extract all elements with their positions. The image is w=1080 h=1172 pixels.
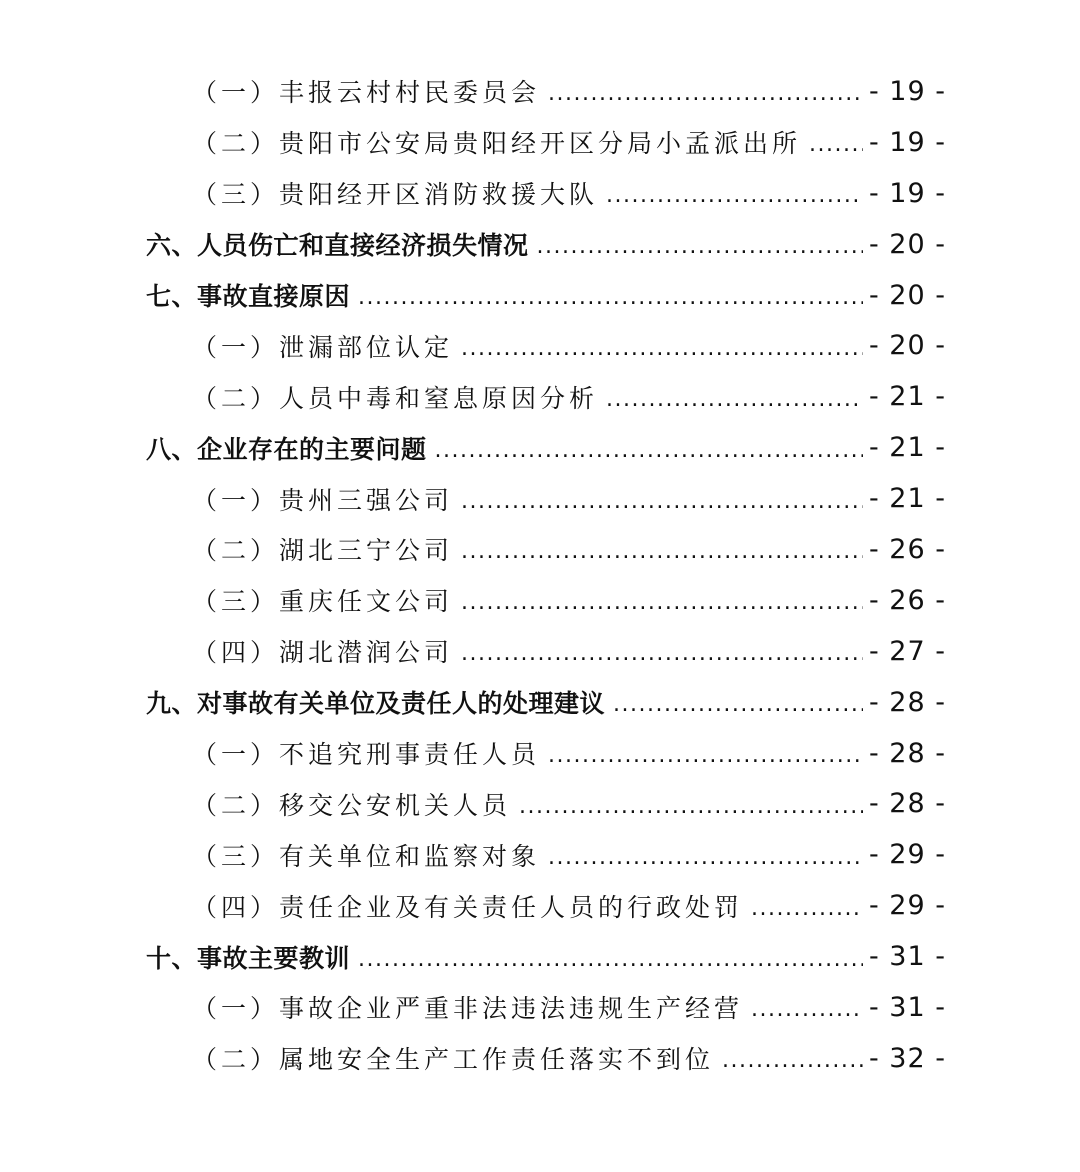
toc-entry[interactable] <box>0 117 1080 168</box>
toc-page-number: - 32 - <box>868 1042 946 1074</box>
toc-entry-title: （一）贵州三强公司 <box>192 485 454 515</box>
toc-section[interactable] <box>0 219 1080 270</box>
toc-section-title: 十、事故主要教训 <box>146 943 351 973</box>
toc-page-number: - 19 - <box>868 75 946 107</box>
toc-entry[interactable] <box>0 66 1080 117</box>
toc-page-number: - 28 - <box>868 737 946 769</box>
dot-leader <box>613 688 863 716</box>
dot-leader <box>809 128 863 156</box>
dot-leader <box>461 586 863 614</box>
toc-section-title: 七、事故直接原因 <box>146 282 351 311</box>
toc-entry[interactable] <box>0 728 1080 779</box>
toc-entry[interactable] <box>0 371 1080 422</box>
dot-leader <box>461 535 863 563</box>
toc-section[interactable] <box>0 677 1080 728</box>
dot-leader <box>751 892 863 920</box>
toc-page-number: - 31 - <box>868 941 946 973</box>
dot-leader <box>751 993 863 1021</box>
table-of-contents <box>0 66 1080 1084</box>
dot-leader <box>519 790 863 818</box>
dot-leader <box>722 1044 863 1072</box>
toc-page-number: - 31 - <box>868 991 946 1023</box>
toc-entry[interactable] <box>0 626 1080 677</box>
toc-section[interactable] <box>0 422 1080 473</box>
toc-section[interactable] <box>0 931 1080 982</box>
dot-leader <box>548 841 863 869</box>
dot-leader <box>358 943 863 971</box>
toc-page-number: - 26 - <box>868 533 946 565</box>
toc-section-title: 六、人员伤亡和直接经济损失情况 <box>146 231 529 261</box>
toc-entry-title: （二）移交公安机关人员 <box>192 790 512 820</box>
toc-entry-title: （一）不追究刑事责任人员 <box>192 740 541 770</box>
toc-entry[interactable] <box>0 575 1080 626</box>
toc-page-number: - 20 - <box>868 279 946 311</box>
toc-entry-title: （一）泄漏部位认定 <box>192 332 454 362</box>
toc-page-number: - 21 - <box>868 432 946 464</box>
toc-page-number: - 19 - <box>868 177 946 209</box>
toc-entry-title: （二）人员中毒和窒息原因分析 <box>192 383 599 413</box>
dot-leader <box>461 485 863 513</box>
toc-entry-title: （一）事故企业严重非法违法违规生产经营 <box>192 994 744 1024</box>
toc-page-number: - 28 - <box>868 686 946 718</box>
toc-entry-title: （三）重庆任文公司 <box>192 587 454 617</box>
dot-leader <box>461 332 863 360</box>
dot-leader <box>548 739 863 767</box>
toc-entry[interactable] <box>0 320 1080 371</box>
toc-page-number: - 27 - <box>868 635 946 667</box>
toc-page-number: - 26 - <box>868 584 946 616</box>
dot-leader <box>537 230 863 258</box>
toc-page-number: - 29 - <box>868 890 946 922</box>
dot-leader <box>358 281 863 309</box>
dot-leader <box>435 434 863 462</box>
toc-page-number: - 21 - <box>868 381 946 413</box>
toc-entry-title: （四）责任企业及有关责任人员的行政处罚 <box>192 892 744 922</box>
dot-leader <box>461 637 863 665</box>
toc-entry[interactable] <box>0 829 1080 880</box>
dot-leader <box>606 179 863 207</box>
toc-section-title: 八、企业存在的主要问题 <box>146 434 427 464</box>
toc-page-number: - 20 - <box>868 228 946 260</box>
toc-section[interactable] <box>0 270 1080 321</box>
toc-entry[interactable] <box>0 473 1080 524</box>
toc-entry-title: （三）有关单位和监察对象 <box>192 841 541 871</box>
toc-entry-title: （四）湖北潜润公司 <box>192 638 454 668</box>
toc-entry[interactable] <box>0 778 1080 829</box>
toc-entry-title: （三）贵阳经开区消防救援大队 <box>192 180 599 210</box>
toc-entry-title: （二）属地安全生产工作责任落实不到位 <box>192 1045 715 1075</box>
toc-entry[interactable] <box>0 1033 1080 1084</box>
toc-page-number: - 28 - <box>868 788 946 820</box>
dot-leader <box>606 383 863 411</box>
toc-entry-title: （二）湖北三宁公司 <box>192 536 454 566</box>
toc-entry-title: （二）贵阳市公安局贵阳经开区分局小孟派出所 <box>192 129 802 159</box>
toc-entry-title: （一）丰报云村村民委员会 <box>192 78 541 108</box>
toc-page-number: - 29 - <box>868 839 946 871</box>
toc-entry[interactable] <box>0 880 1080 931</box>
toc-entry[interactable] <box>0 524 1080 575</box>
toc-entry[interactable] <box>0 982 1080 1033</box>
toc-entry[interactable] <box>0 168 1080 219</box>
toc-page-number: - 20 - <box>868 330 946 362</box>
toc-page-number: - 19 - <box>868 126 946 158</box>
toc-section-title: 九、对事故有关单位及责任人的处理建议 <box>146 689 606 719</box>
dot-leader <box>548 77 863 105</box>
toc-page-number: - 21 - <box>868 483 946 515</box>
